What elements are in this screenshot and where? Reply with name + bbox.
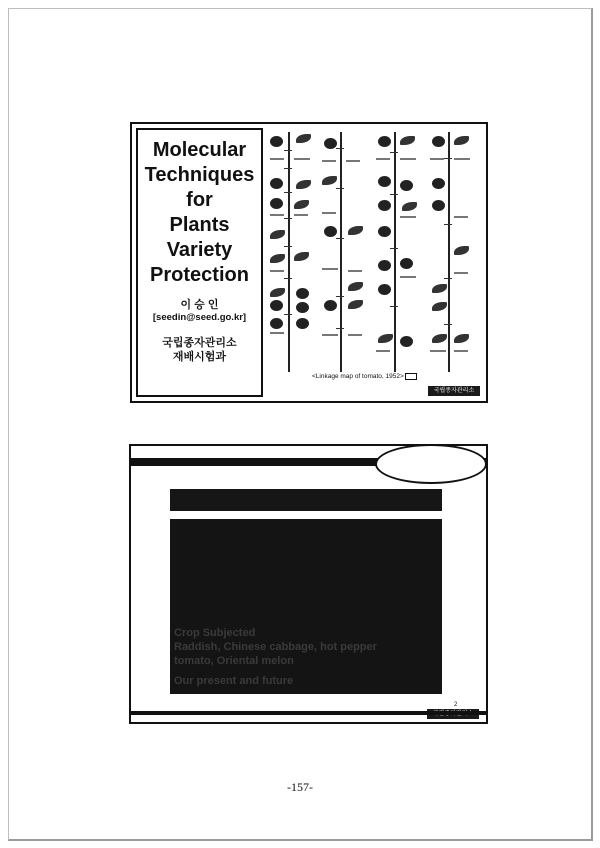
gene-label-stroke — [454, 216, 468, 218]
gene-label-stroke — [454, 272, 468, 274]
bottom-bar — [131, 711, 486, 715]
leaf-illustration — [270, 254, 285, 263]
gene-label-stroke — [400, 158, 416, 160]
marker-tick — [336, 296, 344, 297]
leaf-illustration — [454, 136, 469, 145]
marker-tick — [390, 194, 398, 195]
figure-caption-text: <Linkage map of tomato, 1952> — [312, 373, 404, 381]
marker-tick — [284, 218, 292, 219]
marker-tick — [284, 246, 292, 247]
gene-label-stroke — [294, 158, 310, 160]
leaf-illustration — [454, 334, 469, 343]
leaf-illustration — [294, 252, 309, 261]
gene-label-stroke — [322, 334, 338, 336]
leaf-illustration — [432, 302, 447, 311]
organization-line-1: 국립종자관리소 — [162, 337, 237, 349]
linkage-map-figure — [268, 128, 478, 381]
marker-tick — [444, 278, 452, 279]
leaf-illustration — [348, 282, 363, 291]
tomato-fruit-illustration — [378, 176, 391, 187]
tomato-fruit-illustration — [400, 258, 413, 269]
tomato-fruit-illustration — [432, 178, 445, 189]
gene-label-stroke — [322, 212, 336, 214]
header-oval — [375, 444, 487, 484]
gene-label-stroke — [346, 160, 360, 162]
tomato-fruit-illustration — [432, 200, 445, 211]
slide-title-bar — [170, 489, 442, 511]
figure-caption — [312, 373, 417, 380]
leaf-illustration — [402, 202, 417, 211]
content-line: Our present and future — [174, 675, 294, 687]
tomato-fruit-illustration — [296, 288, 309, 299]
gene-label-stroke — [270, 332, 284, 334]
marker-tick — [444, 224, 452, 225]
tomato-fruit-illustration — [270, 178, 283, 189]
marker-tick — [336, 328, 344, 329]
chromosome-line — [340, 132, 342, 372]
content-line: Raddish, Chinese cabbage, hot pepper — [174, 641, 377, 653]
tomato-fruit-illustration — [378, 136, 391, 147]
chromosome-line — [394, 132, 396, 372]
chromosome-line — [448, 132, 450, 372]
tomato-fruit-illustration — [270, 300, 283, 311]
author-email: [seedin@seed.go.kr] — [152, 312, 247, 323]
marker-tick — [284, 314, 292, 315]
slide-2 — [129, 444, 488, 724]
tomato-fruit-illustration — [378, 284, 391, 295]
gene-label-stroke — [348, 334, 362, 336]
page-number: -157- — [287, 780, 313, 794]
tomato-fruit-illustration — [324, 226, 337, 237]
leaf-illustration — [322, 176, 337, 185]
leaf-illustration — [432, 334, 447, 343]
organization-line-2: 재배시험과 — [172, 351, 227, 363]
tomato-fruit-illustration — [270, 318, 283, 329]
gene-label-stroke — [348, 270, 362, 272]
tomato-fruit-illustration — [270, 198, 283, 209]
marker-tick — [390, 306, 398, 307]
slide-page-number: 2 — [454, 702, 458, 708]
gene-label-stroke — [322, 268, 338, 270]
tomato-fruit-illustration — [432, 136, 445, 147]
marker-tick — [336, 188, 344, 189]
leaf-illustration — [294, 200, 309, 209]
leaf-illustration — [270, 230, 285, 239]
tomato-fruit-illustration — [270, 136, 283, 147]
content-box — [170, 519, 442, 694]
marker-tick — [444, 158, 452, 159]
marker-tick — [336, 238, 344, 239]
marker-tick — [284, 168, 292, 169]
leaf-illustration — [296, 134, 311, 143]
gene-label-stroke — [376, 350, 390, 352]
gene-label-stroke — [270, 158, 284, 160]
tomato-fruit-illustration — [378, 226, 391, 237]
tomato-fruit-illustration — [400, 336, 413, 347]
tomato-fruit-illustration — [378, 200, 391, 211]
author-name: 이 승 인 — [180, 299, 219, 311]
slide-1 — [130, 122, 488, 403]
gene-label-stroke — [400, 216, 416, 218]
tomato-fruit-illustration — [296, 302, 309, 313]
gene-label-stroke — [270, 214, 284, 216]
marker-tick — [444, 324, 452, 325]
gene-label-stroke — [294, 214, 308, 216]
marker-tick — [390, 152, 398, 153]
leaf-illustration — [400, 136, 415, 145]
tomato-fruit-illustration — [400, 180, 413, 191]
leaf-illustration — [348, 300, 363, 309]
marker-tick — [336, 148, 344, 149]
caption-box — [405, 373, 417, 380]
leaf-illustration — [454, 246, 469, 255]
slide-title: Molecular Techniques for Plants Variety Protection — [144, 139, 255, 286]
leaf-illustration — [296, 180, 311, 189]
gene-label-stroke — [270, 270, 284, 272]
marker-tick — [390, 248, 398, 249]
leaf-illustration — [378, 334, 393, 343]
gene-label-stroke — [454, 350, 468, 352]
tomato-fruit-illustration — [378, 260, 391, 271]
gene-label-stroke — [400, 276, 416, 278]
content-line: Crop Subjected — [174, 627, 256, 639]
content-line: tomato, Oriental melon — [174, 655, 294, 667]
gene-label-stroke — [322, 160, 336, 162]
tomato-fruit-illustration — [324, 300, 337, 311]
marker-tick — [284, 150, 292, 151]
leaf-illustration — [432, 284, 447, 293]
marker-tick — [284, 192, 292, 193]
marker-tick — [284, 278, 292, 279]
gene-label-stroke — [430, 350, 446, 352]
gene-label-stroke — [376, 158, 390, 160]
title-panel — [136, 128, 263, 397]
gene-label-stroke — [430, 158, 444, 160]
tomato-fruit-illustration — [296, 318, 309, 329]
leaf-illustration — [348, 226, 363, 235]
gene-label-stroke — [454, 158, 470, 160]
leaf-illustration — [270, 288, 285, 297]
footer-logo: 국립종자관리소 — [428, 386, 480, 396]
